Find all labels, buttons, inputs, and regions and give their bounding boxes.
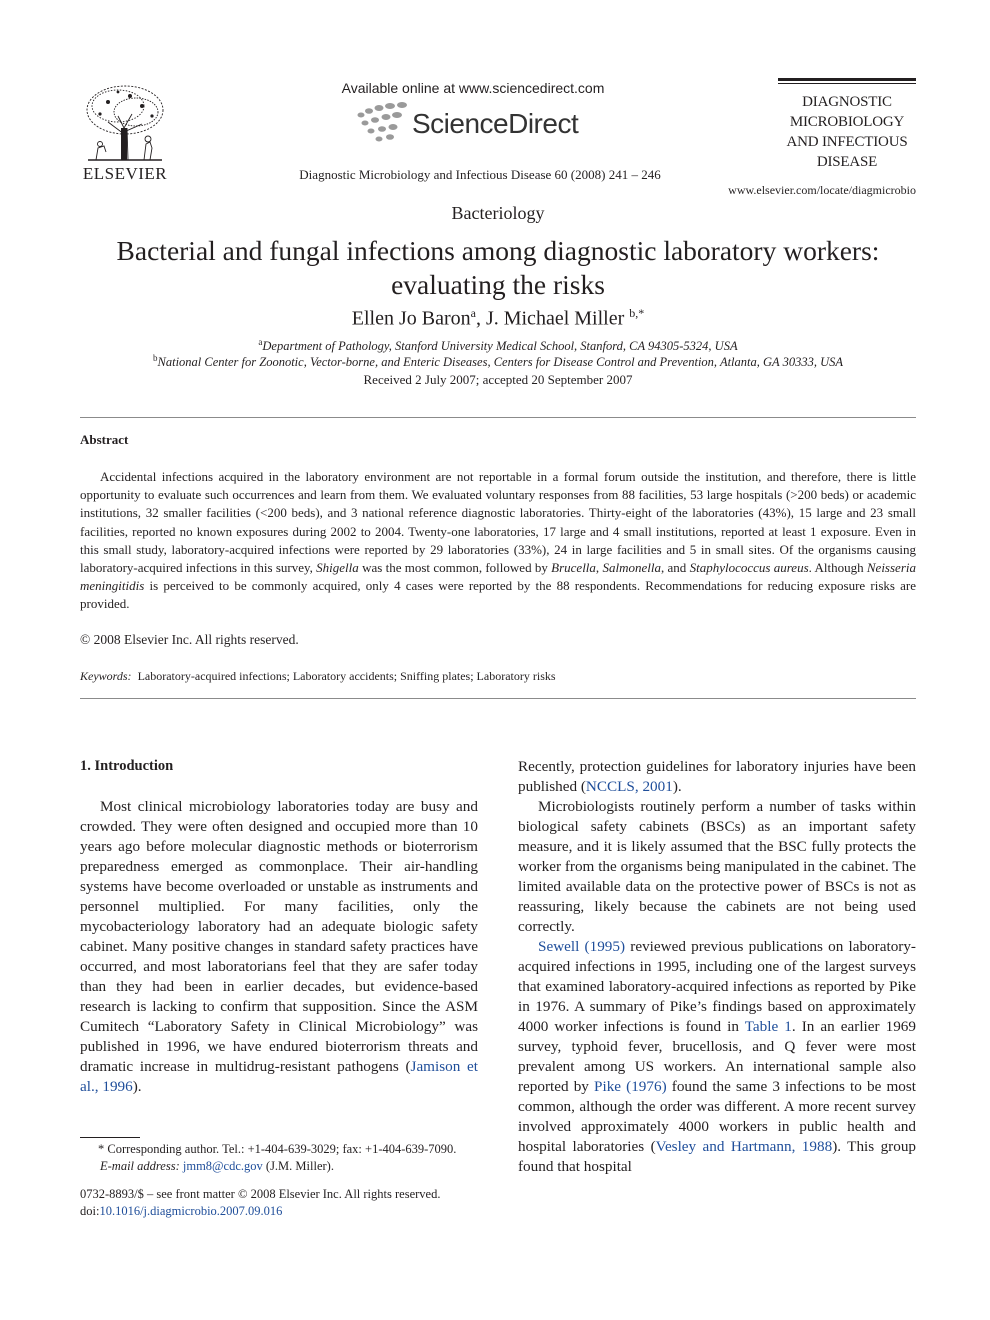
email-owner: (J.M. Miller). <box>262 1159 334 1173</box>
available-online-text: Available online at www.sciencedirect.com <box>341 80 605 96</box>
citation-link[interactable]: Sewell (1995) <box>538 938 626 955</box>
footnotes <box>80 1141 478 1175</box>
journal-name-line: AND INFECTIOUS <box>786 134 908 150</box>
organism-name: Shigella <box>316 560 359 576</box>
organism-name: Neisseria meningitidis <box>80 560 916 594</box>
section-heading: 1. Introduction <box>80 758 174 774</box>
abstract-text: Accidental infections acquired in the laboratory environment are not reportable in a formal forum outside the institution, and therefore, there is little opportunity to evaluate such occurrences and learn from them. We evaluated voluntary responses from 88 facilities, 53 large hospitals (>200 beds) or academic institutions, 32 smaller facilities (<200 beds), and 3 national reference diagnostic laboratories. Thirty-eight of the laboratories (43%), 15 large and 23 small facilities, reported no known exposures during 2002 to 2004. Twenty-one laboratories, 17 large and 4 small institutions, reported at least 1 exposure. Even in this small study, laboratory-acquired infections were reported by 29 laboratories (33%), 24 in large facilities and 5 in small sites. Of the organisms causing laboratory-acquired infections in this survey, <box>80 469 916 576</box>
email-label: E-mail address: <box>100 1159 180 1173</box>
email-link[interactable]: jmm8@cdc.gov <box>182 1159 263 1173</box>
organism-name: Staphylococcus aureus <box>689 560 809 576</box>
organism-name: Salmonella <box>602 560 661 576</box>
paragraph-text: ). This group found that hospital <box>518 1138 917 1175</box>
paper-title <box>80 234 916 302</box>
abstract-heading: Abstract <box>80 432 129 447</box>
journal-name-line: DIAGNOSTIC <box>802 94 892 110</box>
paragraph-text: . In an earlier 1969 survey, typhoid fever, brucellosis, and Q fever were most prevalent among US workers. An international sample also reported by <box>518 1018 916 1095</box>
left-column <box>80 797 478 1097</box>
divider <box>80 698 916 699</box>
journal-box-rule <box>778 78 916 81</box>
paragraph-text: Recently, protection guidelines for laboratory injuries have been published ( <box>518 758 916 795</box>
paragraph <box>80 797 478 1097</box>
received-dates: Received 2 July 2007; accepted 20 September 2007 <box>363 372 633 387</box>
journal-box-rule <box>778 83 916 84</box>
abstract-text: , and <box>660 560 690 576</box>
right-column <box>518 757 916 1177</box>
paragraph-text: ). <box>672 778 682 795</box>
paragraph-text: reviewed previous publications on laboratory-acquired infections in 1995, including one of the largest surveys that examined laboratory-acquired infections as reported by Pike in 1976. A summary of Pike’s findings based on approximately 4000 worker infections is found in <box>518 938 916 1035</box>
doi-label: doi: <box>80 1204 100 1218</box>
citation-link[interactable]: Pike (1976) <box>594 1078 667 1095</box>
citation-link[interactable]: NCCLS, 2001 <box>585 778 673 795</box>
elsevier-tree-icon <box>78 82 172 164</box>
author-name: J. Michael Miller <box>485 307 625 330</box>
affiliation-mark: a <box>258 337 263 347</box>
paragraph-text: found the same 3 infections to be most common, although the order was different. A more recent survey involved approximately 4000 workers in public health and hospital laboratories ( <box>518 1078 916 1155</box>
affiliation-mark: b <box>153 353 158 363</box>
organism-name: Brucella <box>551 560 596 576</box>
journal-name-line: DISEASE <box>816 154 878 170</box>
front-matter <box>80 1186 478 1220</box>
citation-link[interactable]: Jamison et al., 1996 <box>80 1058 478 1095</box>
abstract-text: . Although <box>808 560 867 576</box>
table-link[interactable]: Table 1 <box>744 1018 792 1035</box>
author-affiliation-mark: b,* <box>629 306 645 320</box>
journal-citation: Diagnostic Microbiology and Infectious Disease 60 (2008) 241 – 246 <box>299 167 661 182</box>
journal-title-box <box>778 78 916 172</box>
author-list <box>0 306 990 331</box>
author-affiliation-mark: a <box>470 306 476 320</box>
keywords-label: Keywords: <box>80 669 132 683</box>
doi-link[interactable]: 10.1016/j.diagmicrobio.2007.09.016 <box>99 1204 283 1218</box>
section-label: Bacteriology <box>451 203 545 223</box>
author-separator: , <box>475 307 486 330</box>
paragraph-text: Most clinical microbiology laboratories today are busy and crowded. They were often designed and occupied more than 10 years ago before molecular diagnostic methods or bioterrorism preparedness emerged as commonplace. Their air-handling systems have become overloaded or unstable as instruments and personnel multiplied. For many facilities, only the mycobacteriology laboratory had an adequate biologic safety cabinet. Many positive changes in standard safety practices have occurred, and most laboratorians feel that they are safer today than they had been in earlier decades, but evidence-based research is lacking to confirm that supposition. Since the ASM Cumitech “Laboratory Safety in Clinical Microbiology” was published in 1996, we have endured bioterrorism threats and dramatic increase in multidrug-resistant pathogens ( <box>80 798 478 1075</box>
footnote-divider <box>80 1137 140 1138</box>
email-note <box>80 1158 478 1175</box>
sciencedirect-wordmark: ScienceDirect <box>412 108 579 139</box>
paragraph <box>518 757 916 797</box>
paragraph-text: ). <box>132 1078 142 1095</box>
corresponding-author-note: * Corresponding author. Tel.: +1-404-639-3029; fax: +1-404-639-7090. <box>98 1142 457 1156</box>
paper-title-line: Bacterial and fungal infections among diagnostic laboratory workers: <box>116 235 880 266</box>
affiliation-text: National Center for Zoonotic, Vector-borne, and Enteric Diseases, Centers for Disease Control and Prevention, Atlanta, GA 30333, USA <box>157 355 843 370</box>
abstract-body <box>80 468 916 614</box>
paragraph: Microbiologists routinely perform a number of tasks within biological safety cabinets (BSCs) as an important safety measure, and it is likely assumed that the BSC fully protects the worker from the organisms being manipulated in the cabinet. The limited available data on the protective power of BSCs is not as reassuring, likely because the cabinets are not being used correctly. <box>518 798 916 935</box>
keywords-list: Laboratory-acquired infections; Laboratory accidents; Sniffing plates; Laboratory risks <box>137 669 556 683</box>
affiliation-text: Department of Pathology, Stanford University Medical School, Stanford, CA 94305-5324, USA <box>262 339 738 354</box>
author-name: Ellen Jo Baron <box>351 307 471 330</box>
keywords <box>80 669 556 684</box>
journal-url[interactable]: www.elsevier.com/locate/diagmicrobio <box>728 183 916 197</box>
abstract-text: is perceived to be commonly acquired, only 4 cases were reported by the 88 respondents. Recommendations for reducing exposure risks are provided. <box>80 578 916 612</box>
elsevier-logo <box>78 82 172 184</box>
copyright-notice: © 2008 Elsevier Inc. All rights reserved. <box>80 632 299 647</box>
doi-line <box>80 1203 478 1220</box>
affiliation-a <box>80 337 916 354</box>
abstract-text: was the most common, followed by <box>358 560 552 576</box>
journal-name <box>778 92 916 172</box>
divider <box>80 417 916 418</box>
affiliation-b <box>80 353 916 370</box>
citation-link[interactable]: Vesley and Hartmann, 1988 <box>655 1138 833 1155</box>
paragraph <box>518 937 916 1177</box>
issn-line: 0732-8893/$ – see front matter © 2008 Elsevier Inc. All rights reserved. <box>80 1187 441 1201</box>
journal-name-line: MICROBIOLOGY <box>789 114 905 130</box>
elsevier-wordmark: ELSEVIER <box>82 164 168 183</box>
abstract-text: , <box>595 560 603 576</box>
paper-title-line: evaluating the risks <box>391 269 605 300</box>
